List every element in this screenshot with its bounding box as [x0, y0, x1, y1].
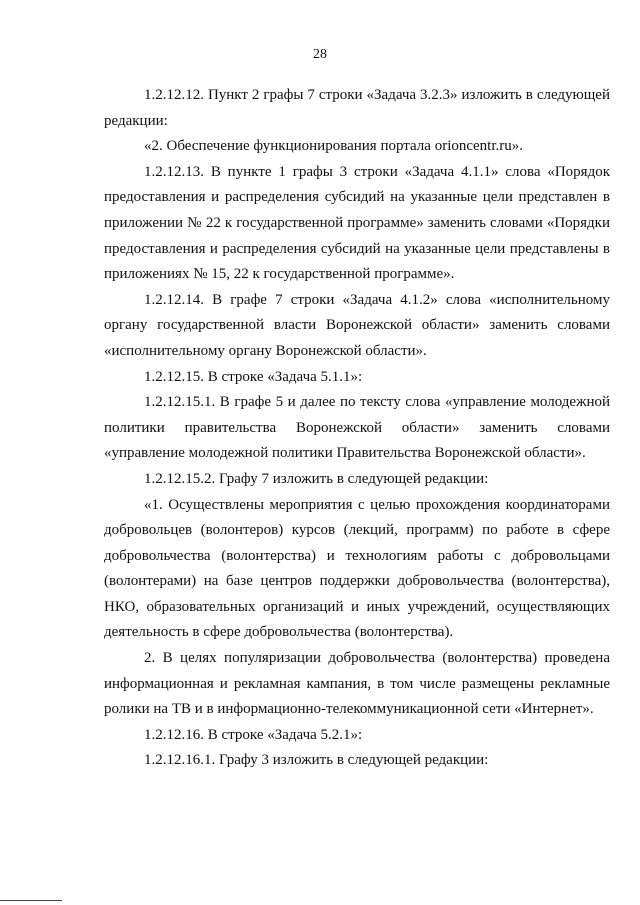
scan-edge-line: [0, 900, 62, 901]
paragraph: 1.2.12.16.1. Графу 3 изложить в следующей редакции:: [144, 752, 489, 769]
paragraph: «2. Обеспечение функционирования портала orioncentr.ru».: [144, 138, 524, 155]
paragraph: 1.2.12.16. В строке «Задача 5.2.1»:: [144, 726, 363, 743]
paragraph: 2. В целях популяризации добровольчества (волонтерства) проведена информационная и рекламная кампания, в том числе размещены рекламные ролики на ТВ и в информационно-телекоммуникационной сети «Интернет».: [104, 650, 610, 718]
paragraph: 1.2.12.13. В пункте 1 графы 3 строки «Задача 4.1.1» слова «Порядок предоставления и распределения субсидий на указанные цели представлен в приложении № 22 к государственной программе» заменить словами «Порядки предоставления и распределения субсидий на указанные цели представлены в приложениях № 15, 22 к государственной программе».: [104, 163, 610, 283]
paragraph: 1.2.12.14. В графе 7 строки «Задача 4.1.2» слова «исполнительному органу государственной власти Воронежской области» заменить словами «исполнительному органу Воронежской области».: [104, 291, 610, 359]
paragraph: 1.2.12.12. Пункт 2 графы 7 строки «Задача 3.2.3» изложить в следующей редакции:: [104, 87, 610, 129]
document-body: [104, 83, 610, 774]
paragraph: 1.2.12.15.2. Графу 7 изложить в следующей редакции:: [144, 470, 489, 487]
page-number: 28: [313, 47, 327, 62]
paragraph: 1.2.12.15.1. В графе 5 и далее по тексту слова «управление молодежной политики правительства Воронежской области» заменить словами «управление молодежной политики Правительства Воронежской области».: [104, 394, 610, 462]
paragraph: 1.2.12.15. В строке «Задача 5.1.1»:: [144, 368, 363, 385]
paragraph: «1. Осуществлены мероприятия с целью прохождения координаторами добровольцев (волонтеров) курсов (лекций, программ) по работе в сфере добровольчества (волонтерства) и технологиям работы с добровольцами (волонтерами) на базе центров поддержки добровольчества (волонтерства), НКО, образовательных организаций и иных учреждений, осуществляющих деятельность в сфере добровольчества (волонтерства).: [104, 496, 610, 641]
